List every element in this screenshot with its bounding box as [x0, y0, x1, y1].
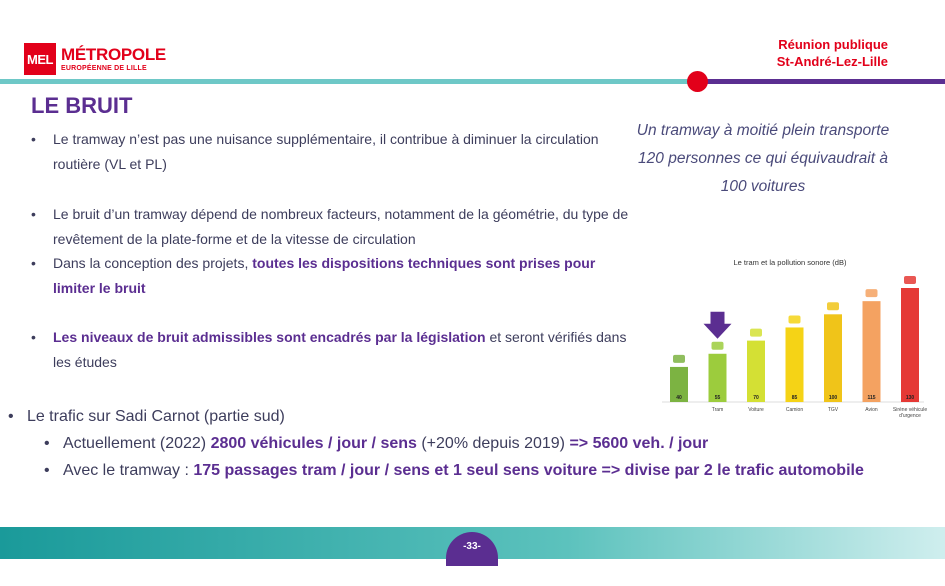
- chart-value-label: 100: [828, 395, 838, 401]
- traffic-sub-1: [8, 430, 938, 457]
- bullet-item: [31, 127, 631, 177]
- bullet-dot: •: [31, 131, 36, 147]
- vehicle-icon: [904, 276, 916, 284]
- traffic-sub-1-bold-2: => 5600 veh. / jour: [569, 435, 709, 452]
- traffic-section: [8, 403, 938, 484]
- vehicle-icon: [789, 315, 801, 323]
- tram-capacity-quote: Un tramway à moitié plein transporte 120 personnes ce qui équivaudrait à 100 voitures: [636, 122, 890, 195]
- chart-value-label: 85: [791, 395, 798, 401]
- logo-badge: MEL: [24, 43, 56, 75]
- logo-main-text: MÉTROPOLE: [61, 45, 166, 64]
- vehicle-icon: [673, 355, 685, 363]
- chart-category-label: Voiture: [748, 407, 764, 413]
- chart-bar-sir-ne-v-hicule-d-urgence: [901, 288, 919, 402]
- traffic-sub-1-prefix: Actuellement (2022): [62, 435, 211, 452]
- chart-title: Le tram et la pollution sonore (dB): [733, 258, 847, 267]
- vehicle-icon: [750, 329, 762, 337]
- bullet-text-suffix: et seront vérifiés dans les études: [53, 329, 627, 370]
- header-rule-teal: [0, 79, 698, 84]
- traffic-sub-1-mid: (+20% depuis 2019): [416, 435, 570, 452]
- traffic-main-text: Le trafic sur Sadi Carnot (partie sud): [26, 408, 285, 425]
- chart-bar-avion: [863, 301, 881, 402]
- header-rule-purple: [706, 79, 945, 84]
- chart-bar-tgv: [824, 314, 842, 402]
- bullet-text: Le tramway n’est pas une nuisance supplémentaire, il contribue à diminuer la circulation routière (VL et PL): [53, 131, 599, 172]
- vehicle-icon: [827, 302, 839, 310]
- bullet-item: [31, 325, 631, 375]
- vehicle-icon: [866, 289, 878, 297]
- traffic-sub-2: [8, 457, 938, 484]
- header-rule-dot: [687, 71, 708, 92]
- chart-category-label: d'urgence: [899, 413, 921, 419]
- bullet-dot: •: [31, 255, 36, 271]
- traffic-sub-2-bold: 175 passages tram / jour / sens et 1 seul sens voiture => divise par 2 le trafic automobile: [193, 462, 864, 479]
- chart-value-label: 130: [905, 395, 915, 401]
- logo-sub-text: EUROPÉENNE DE LILLE: [61, 65, 147, 72]
- traffic-sub-2-prefix: Avec le tramway :: [62, 462, 194, 479]
- meeting-line-1: Réunion publique: [778, 37, 888, 52]
- chart-category-label: Camion: [785, 407, 804, 413]
- meeting-line-2: St-André-Lez-Lille: [776, 54, 888, 69]
- vehicle-icon: [712, 342, 724, 350]
- chart-bars: [662, 288, 927, 419]
- traffic-sub-1-bold: 2800 véhicules / jour / sens: [210, 435, 417, 452]
- bullet-text-prefix: Dans la conception des projets,: [53, 255, 253, 271]
- chart-value-label: 40: [676, 395, 682, 401]
- bullet-text-bold: Les niveaux de bruit admissibles sont encadrés par la législation: [53, 329, 486, 345]
- bullet-dot: •: [44, 462, 63, 479]
- bullet-text-bold: toutes les dispositions techniques sont prises pour limiter le bruit: [53, 255, 596, 296]
- bullet-item: [31, 202, 631, 252]
- page-title: LE BRUIT: [31, 93, 133, 118]
- mel-logo: [24, 43, 166, 75]
- chart-value-label: 55: [714, 395, 721, 401]
- chart-category-label: Avion: [865, 407, 878, 413]
- bullet-dot: •: [31, 206, 36, 222]
- traffic-main: [8, 403, 938, 430]
- bullet-text: Le bruit d’un tramway dépend de nombreux facteurs, notamment de la géométrie, du type de revêtement de la plate-forme et de la vitesse de circulation: [53, 206, 629, 247]
- chart-category-label: Sirène véhicule: [892, 407, 928, 413]
- bullet-dot: •: [8, 408, 27, 425]
- page-number: -33-: [446, 532, 498, 566]
- highlight-arrow-icon: [704, 312, 732, 339]
- chart-category-label: TGV: [827, 407, 839, 413]
- chart-bar-voiture: [747, 341, 765, 402]
- chart-value-label: 70: [753, 395, 759, 401]
- chart-value-label: 115: [867, 395, 876, 401]
- bullet-dot: •: [31, 329, 36, 345]
- meeting-label: [777, 36, 888, 70]
- bullet-dot: •: [44, 435, 63, 452]
- chart-bar-camion: [786, 327, 804, 402]
- chart-category-label: Tram: [711, 407, 724, 413]
- bullet-item: [31, 251, 631, 301]
